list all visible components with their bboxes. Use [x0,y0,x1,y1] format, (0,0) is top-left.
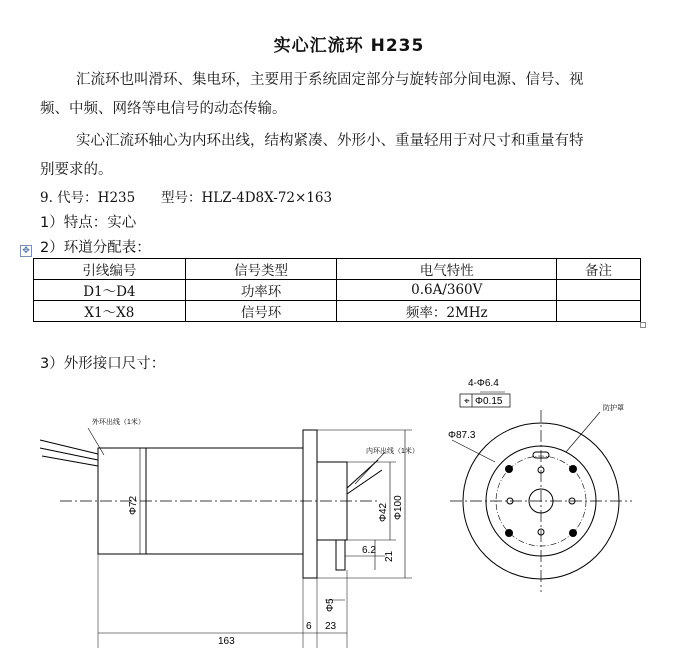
leader-line [355,452,385,484]
shaft-pin-outline [336,540,345,570]
lead-wire [42,456,98,466]
table-cell: 功率环 [185,280,337,301]
dim-21-label: 21 [384,550,395,562]
intro-paragraph-1-line-1: 汇流环也叫滑环、集电环，主要用于系统固定部分与旋转部分间电源、信号、视 [76,72,584,88]
position-symbol-icon: ⌖ [464,396,470,407]
mounting-hole-icon [569,465,577,473]
dim-pos-tol-label: Φ0.15 [475,396,503,407]
table-cell: 信号环 [185,301,337,322]
outline-dimension-heading: 3）外形接口尺寸： [40,356,166,372]
ring-table-heading: 2）环道分配表： [40,240,151,256]
lead-wire [40,440,98,454]
dim-holes-label: 4-Φ6.4 [468,378,499,389]
model-code-line: 9. 代号：H235 型号：HLZ-4D8X-72×163 [40,190,333,206]
dim-100-label: Φ100 [393,495,404,520]
page-title: 实心汇流环 H235 [273,36,425,56]
table-cell: D1～D4 [34,280,186,301]
leader-line [88,428,104,455]
table-cell: 0.6A/360V [337,280,557,301]
table-header-cell: 引线编号 [34,259,186,280]
intro-paragraph-2-line-1: 实心汇流环轴心为内环出线，结构紧凑、外形小、重量轻用于对尺寸和重量有特 [76,133,584,149]
lead-out-right-label: 内环出线（1米） [366,448,419,455]
table-header-cell: 备注 [557,259,641,280]
front-view [450,410,632,592]
dim-72-label: Φ72 [128,495,139,515]
lead-wire [40,448,98,460]
table-cell: X1～X8 [34,301,186,322]
mounting-hole-icon [505,465,513,473]
dim-87-3-label: Φ87.3 [448,430,476,441]
intro-paragraph-1-line-2: 频、中频、网络等电信号的动态传输。 [40,101,287,117]
dim-6-2-label: 6.2 [362,545,376,556]
table-move-handle-icon[interactable]: ✥ [20,245,32,257]
leader-line [566,412,600,452]
dim-5-label: Φ5 [325,598,336,612]
table-header-cell: 信号类型 [185,259,337,280]
dim-42-label: Φ42 [378,502,389,522]
lead-out-left-label: 外环出线（1米） [92,419,145,426]
table-cell: 频率：2MHz [337,301,557,322]
dim-6-label: 6 [306,621,312,632]
mounting-hole-icon [505,529,513,537]
intro-paragraph-2-line-2: 别要求的。 [40,162,113,178]
anti-rotation-label: 防护罩 [603,405,624,412]
dim-23-label: 23 [325,621,337,632]
feature-line: 1）特点：实心 [40,215,137,231]
table-header-cell: 电气特性 [337,259,557,280]
mounting-hole-icon [569,529,577,537]
dim-163-label: 163 [218,636,235,647]
flange-outline [303,430,317,578]
